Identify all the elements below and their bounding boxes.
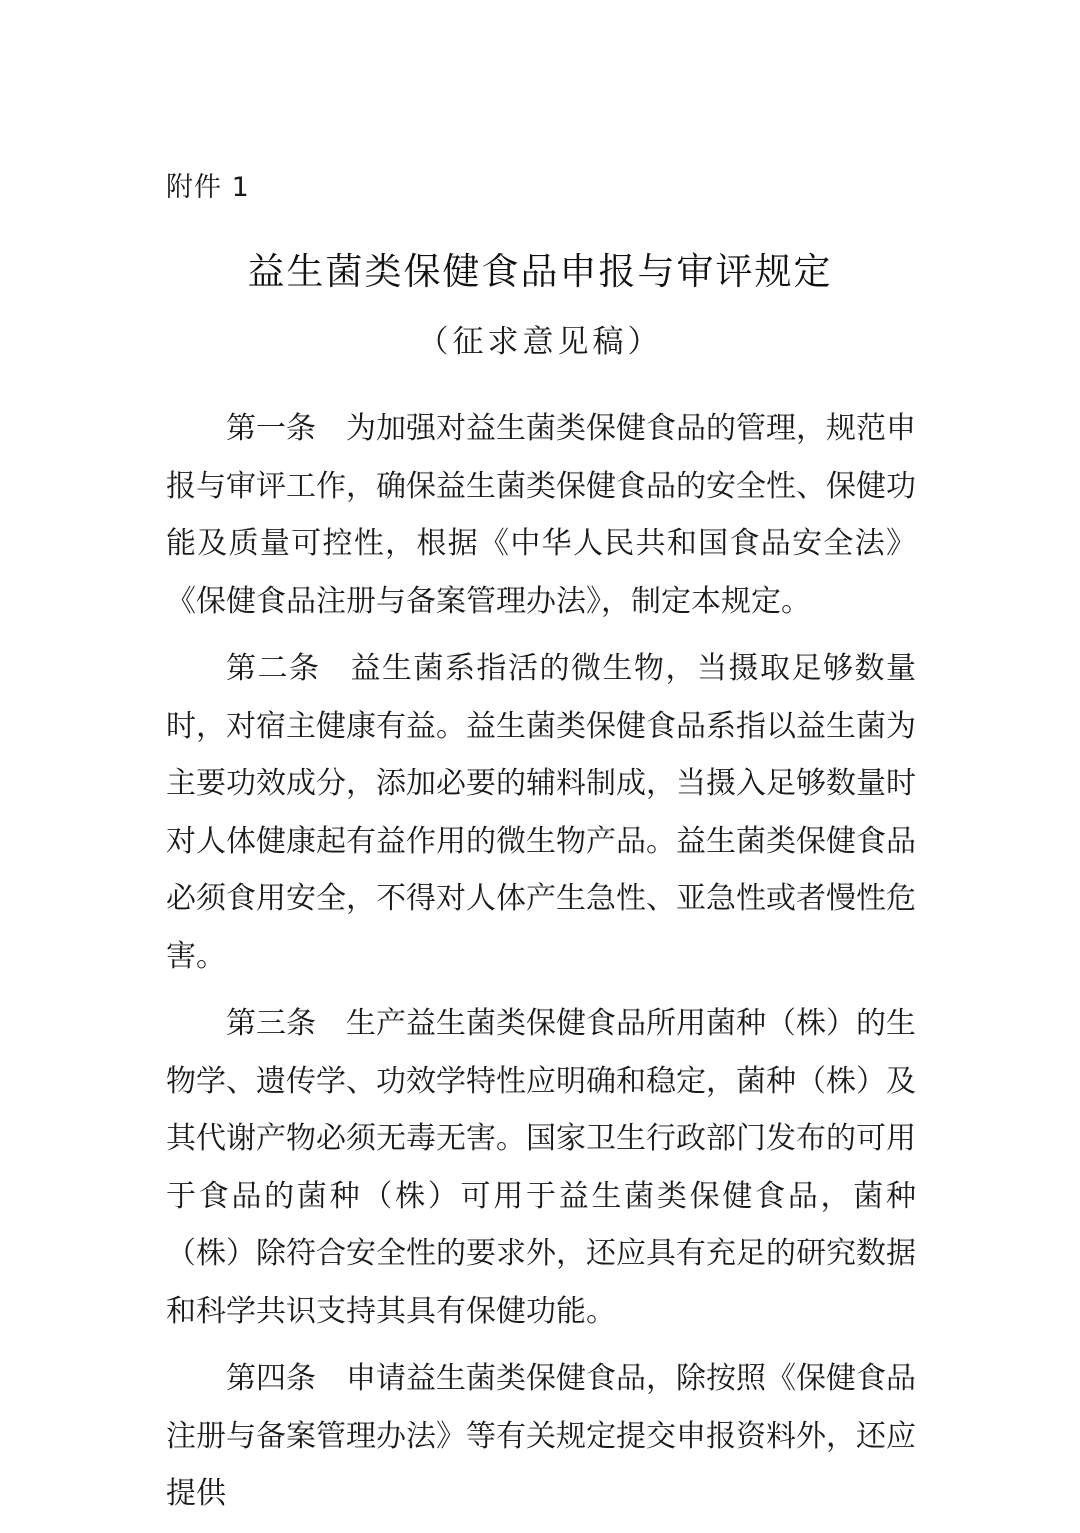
article-1 (166, 400, 916, 630)
article-text: 生产益生菌类保健食品所用菌种（株）的生物学、遗传学、功效学特性应明确和稳定，菌种（株）及其代谢产物必须无毒无害。国家卫生行政部门发布的可用于食品的菌种（株）可用于益生菌类保健食品，菌种（株）除符合安全性的要求外，还应具有充足的研究数据和科学共识支持其具有保健功能。 (166, 1006, 916, 1329)
article-text: 申请益生菌类保健食品，除按照《保健食品注册与备案管理办法》等有关规定提交申报资料外，还应提供 (166, 1361, 916, 1511)
document-subtitle: （征求意见稿） (417, 324, 663, 360)
article-number: 第四条 (226, 1361, 316, 1396)
article-3 (166, 995, 916, 1340)
attachment-label: 附件 1 (166, 172, 250, 203)
document-title: 益生菌类保健食品申报与审评规定 (247, 250, 833, 293)
article-text: 为加强对益生菌类保健食品的管理，规范申报与审评工作，确保益生菌类保健食品的安全性、保健功能及质量可控性，根据《中华人民共和国食品安全法》《保健食品注册与备案管理办法》，制定本规定。 (166, 411, 916, 619)
article-2 (166, 640, 916, 985)
article-number: 第二条 (226, 651, 321, 686)
article-4 (166, 1350, 916, 1523)
article-text: 益生菌系指活的微生物，当摄取足够数量时，对宿主健康有益。益生菌类保健食品系指以益生菌为主要功效成分，添加必要的辅料制成，当摄入足够数量时对人体健康起有益作用的微生物产品。益生菌类保健食品必须食用安全，不得对人体产生急性、亚急性或者慢性危害。 (166, 651, 916, 974)
article-number: 第三条 (226, 1006, 316, 1041)
document-body (166, 400, 916, 1533)
article-number: 第一条 (226, 411, 316, 446)
